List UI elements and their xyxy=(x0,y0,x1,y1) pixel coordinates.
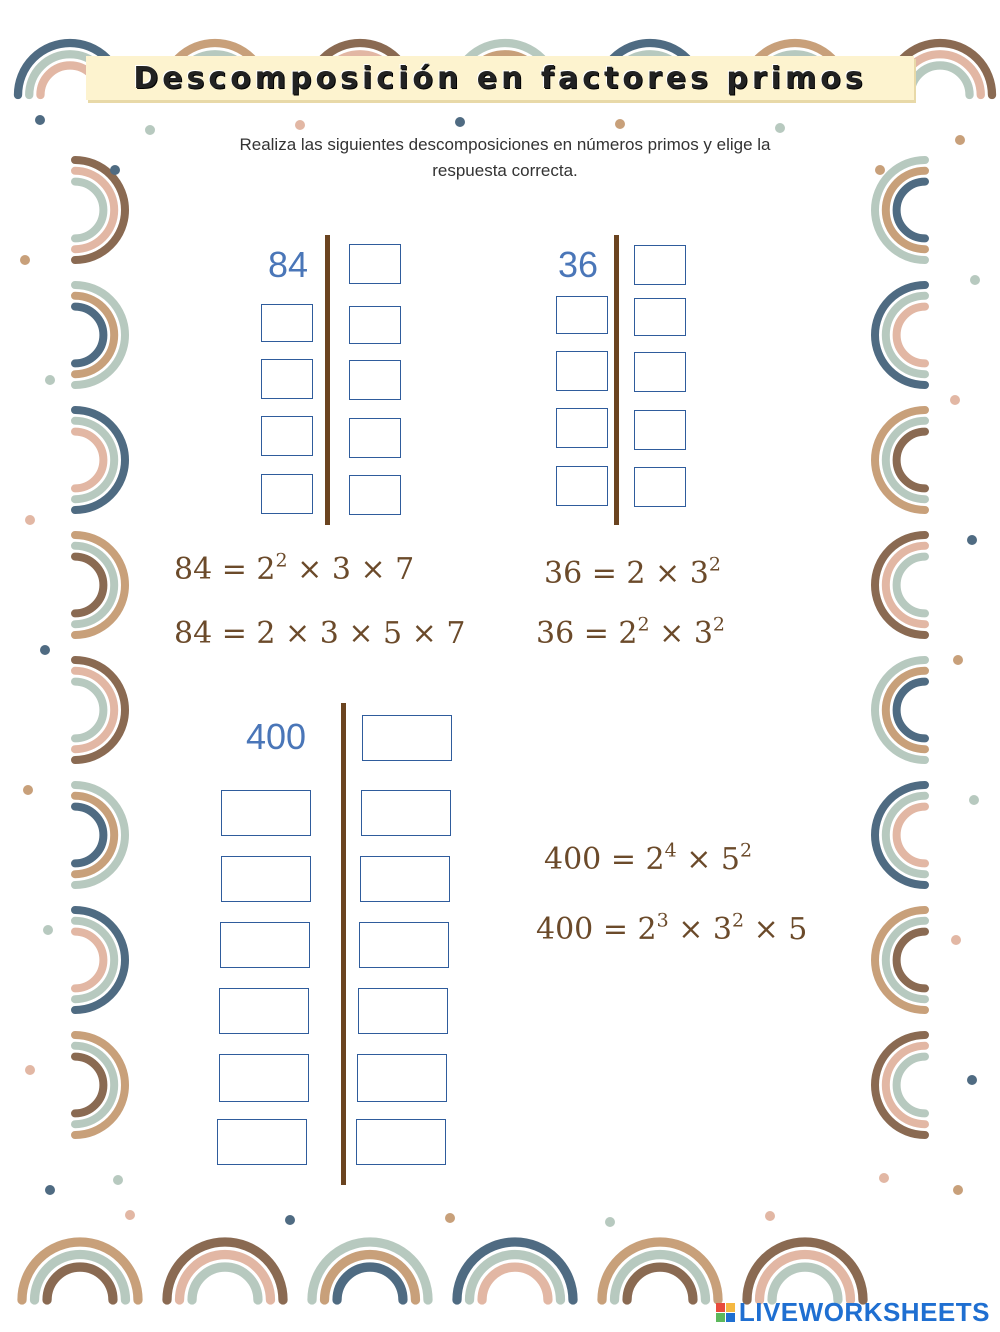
instructions-line-2: respuesta correcta. xyxy=(432,161,578,180)
answer-box-400-l5[interactable] xyxy=(219,1054,309,1102)
answer-box-36-r1[interactable] xyxy=(634,245,686,285)
instructions xyxy=(180,132,830,184)
answer-box-84-l3[interactable] xyxy=(261,416,313,456)
option-400-a[interactable]: $400 = 2^4 \times 5^2$ xyxy=(544,839,753,877)
division-line-84 xyxy=(325,235,330,525)
answer-box-400-l4[interactable] xyxy=(219,988,309,1034)
number-36-label: 36 xyxy=(558,244,599,285)
answer-box-400-l6[interactable] xyxy=(217,1119,307,1165)
answer-box-84-l4[interactable] xyxy=(261,474,313,514)
answer-box-400-l2[interactable] xyxy=(221,856,311,902)
option-400-b[interactable]: $400 = 2^3 \times 3^2 \times 5$ xyxy=(536,909,808,947)
answer-box-400-l1[interactable] xyxy=(221,790,311,836)
answer-box-36-l2[interactable] xyxy=(556,351,608,391)
answer-box-400-r5[interactable] xyxy=(358,988,448,1034)
liveworksheets-logo xyxy=(716,1297,990,1328)
answer-box-36-l3[interactable] xyxy=(556,408,608,448)
answer-box-36-l1[interactable] xyxy=(556,296,608,334)
answer-box-36-r3[interactable] xyxy=(634,352,686,392)
answer-box-400-r4[interactable] xyxy=(359,922,449,968)
answer-box-36-l4[interactable] xyxy=(556,466,608,506)
answer-box-400-r1[interactable] xyxy=(362,715,452,761)
answer-box-84-r1[interactable] xyxy=(349,244,401,284)
number-400-label: 400 xyxy=(246,716,307,757)
answer-box-36-r2[interactable] xyxy=(634,298,686,336)
option-84-a[interactable]: $84 = 2^2 \times 3 \times 7$ xyxy=(174,549,415,587)
number-84-label: 84 xyxy=(268,244,309,285)
answer-box-36-r5[interactable] xyxy=(634,467,686,507)
liveworksheets-logo-icon xyxy=(716,1303,735,1322)
answer-box-400-l3[interactable] xyxy=(220,922,310,968)
page-title: Descomposición en factores primos xyxy=(133,60,867,96)
answer-box-84-l1[interactable] xyxy=(261,304,313,342)
answer-box-400-r2[interactable] xyxy=(361,790,451,836)
instructions-line-1: Realiza las siguientes descomposiciones en números primos y elige la xyxy=(239,135,771,154)
division-line-400 xyxy=(341,703,346,1185)
answer-box-84-r3[interactable] xyxy=(349,360,401,400)
answer-box-84-r4[interactable] xyxy=(349,418,401,458)
liveworksheets-brand: LIVEWORKSHEETS xyxy=(738,1297,990,1327)
answer-box-84-l2[interactable] xyxy=(261,359,313,399)
answer-box-400-r3[interactable] xyxy=(360,856,450,902)
answer-box-400-r7[interactable] xyxy=(356,1119,446,1165)
answer-box-400-r6[interactable] xyxy=(357,1054,447,1102)
division-line-36 xyxy=(614,235,619,525)
title-banner xyxy=(86,56,914,100)
option-36-b[interactable]: $36 = 2^2 \times 3^2$ xyxy=(536,613,725,651)
option-84-b[interactable]: 84 = 2 × 3 × 5 × 7 xyxy=(174,616,466,651)
answer-box-84-r2[interactable] xyxy=(349,306,401,344)
answer-box-84-r5[interactable] xyxy=(349,475,401,515)
answer-box-36-r4[interactable] xyxy=(634,410,686,450)
option-36-a[interactable]: $36 = 2 \times 3^2$ xyxy=(544,553,721,591)
